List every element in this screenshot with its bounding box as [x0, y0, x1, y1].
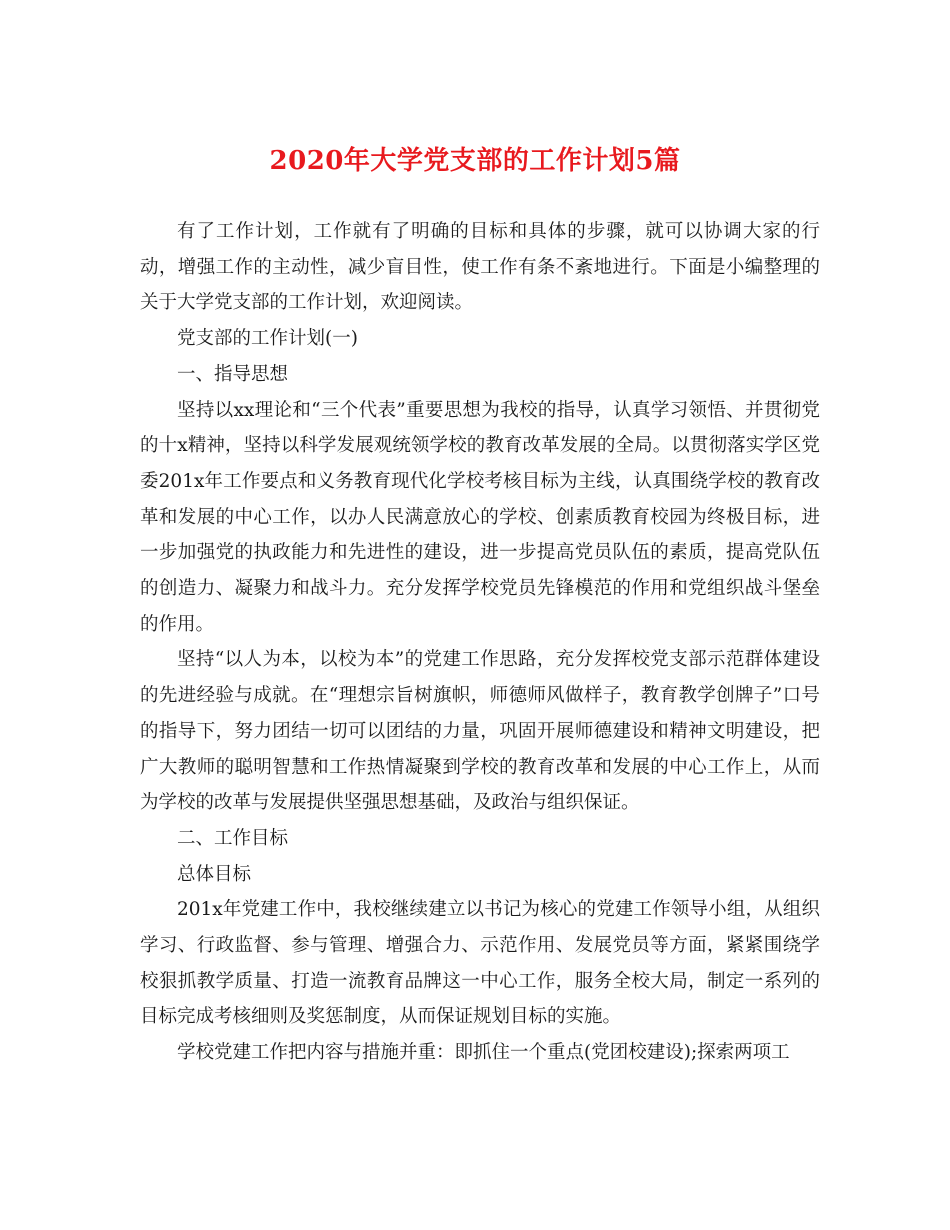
- body-paragraph: 坚持“以人为本，以校为本”的党建工作思路，充分发挥校党支部示范群体建设的先进经验与成就。在“理想宗旨树旗帜，师德师风做样子，教育教学创牌子”口号的指导下，努力团结一切可以团结的力量，巩固开展师德建设和精神文明建设，把广大教师的聪明智慧和工作热情凝聚到学校的教育改革和发展的中心工作上，从而为学校的改革与发展提供坚强思想基础，及政治与组织保证。: [140, 649, 820, 814]
- body-paragraph: 坚持以xx理论和“三个代表”重要思想为我校的指导，认真学习领悟、并贯彻党的十x精神，坚持以科学发展观统领学校的教育改革发展的全局。以贯彻落实学区党委201x年工作要点和义务教育现代化学校考核目标为主线，认真围绕学校的教育改革和发展的中心工作，以办人民满意放心的学校、创素质教育校园为终极目标，进一步加强党的执政能力和先进性的建设，进一步提高党员队伍的素质，提高党队伍的创造力、凝聚力和战斗力。充分发挥学校党员先锋模范的作用和党组织战斗堡垒的作用。: [140, 399, 820, 635]
- section-heading-plan-1: 党支部的工作计划(一): [177, 328, 358, 350]
- subheading-overall-goals: 总体目标: [177, 863, 252, 885]
- document-title: 2020年大学党支部的工作计划5篇: [269, 146, 681, 176]
- section-heading-work-goals: 二、工作目标: [177, 827, 289, 849]
- document-body: [140, 214, 820, 1071]
- intro-paragraph: 有了工作计划，工作就有了明确的目标和具体的步骤，就可以协调大家的行动，增强工作的主动性，减少盲目性，使工作有条不紊地进行。下面是小编整理的关于大学党支部的工作计划，欢迎阅读。: [140, 221, 820, 314]
- section-heading-guiding-thought: 一、指导思想: [177, 363, 289, 385]
- body-paragraph: 201x年党建工作中，我校继续建立以书记为核心的党建工作领导小组，从组织学习、行政监督、参与管理、增强合力、示范作用、发展党员等方面，紧紧围绕学校狠抓教学质量、打造一流教育品牌这一中心工作，服务全校大局，制定一系列的目标完成考核细则及奖惩制度，从而保证规划目标的实施。: [140, 899, 820, 1028]
- body-paragraph: 学校党建工作把内容与措施并重：即抓住一个重点(党团校建设);探索两项工: [177, 1042, 790, 1064]
